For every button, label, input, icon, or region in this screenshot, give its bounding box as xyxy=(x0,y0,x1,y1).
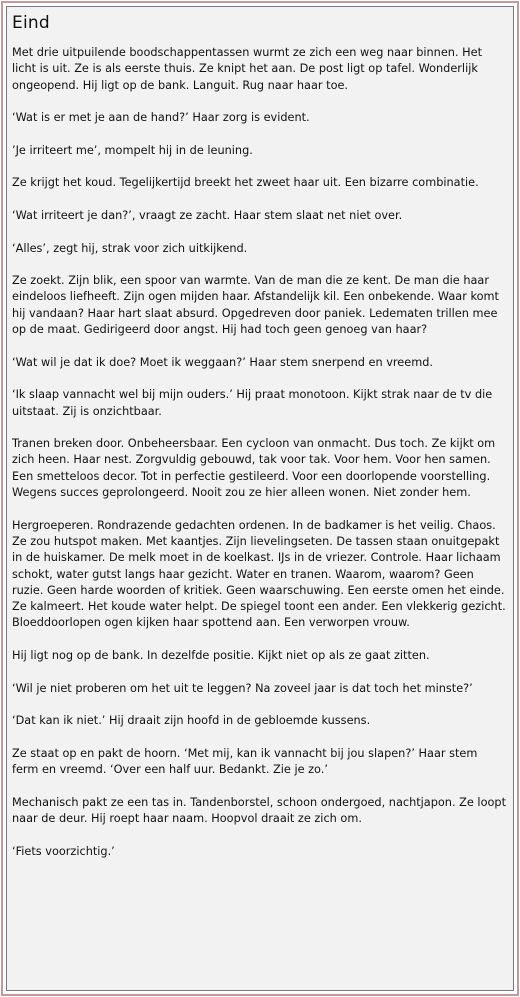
paragraph: Ze zoekt. Zijn blik, een spoor van warmte. Van de man die ze kent. De man die haar eindeloos liefheeft. Zijn ogen mijden haar. Afstandelijk kil. Een onbekende. Waar komt hij vandaan? Haar hart slaat absurd. Opgedreven door paniek. Ledematen trillen mee op de maat. Gedirigeerd door angst. Hij had toch geen genoeg van haar? xyxy=(12,274,499,337)
paragraph: Tranen breken door. Onbeheersbaar. Een cycloon van onmacht. Dus toch. Ze kijkt om zich heen. Haar nest. Zorgvuldig gebouwd, tak voor tak. Voor hem. Voor hen samen. Een smetteloos decor. Tot in perfectie gestileerd. Voor een doorlopende voorstelling. Wegens succes geprolongeerd. Nooit zou ze hier alleen wonen. Niet zonder hem. xyxy=(12,437,496,500)
paragraph: Hergroeperen. Rondrazende gedachten ordenen. In de badkamer is het veilig. Chaos. Ze zou hutspot maken. Met kaantjes. Zijn lievelingseten. De tassen staan onuitgepakt in de huiskamer. De melk moet in de koelkast. IJs in de vriezer. Controle. Haar lichaam schokt, water gutst langs haar gezicht. Water en tranen. Waarom, waarom? Geen ruzie. Geen harde woorden of kritiek. Geen waarschuwing. Een eerste omen het einde. Ze kalmeert. Het koude water helpt. De spiegel toont een ander. Een vlekkerig gezicht. Bloeddoorlopen ogen kijken haar spottend aan. Een verworpen vrouw. xyxy=(12,518,506,630)
story-content xyxy=(7,7,513,860)
paragraph: Met drie uitpuilende boodschappentassen wurmt ze zich een weg naar binnen. Het licht is uit. Ze is als eerste thuis. Ze knipt het aan. De post ligt op tafel. Wonderlijk ongeopend. Hij ligt op de bank. Languit. Rug naar haar toe. xyxy=(12,46,483,92)
paragraph: Mechanisch pakt ze een tas in. Tandenborstel, schoon ondergoed, nachtjapon. Ze loopt naar de deur. Hij roept haar naam. Hoopvol draait ze zich om. xyxy=(12,795,506,825)
paragraph: ‘Wat irriteert je dan?’, vraagt ze zacht. Haar stem slaat net niet over. xyxy=(12,208,403,222)
paragraph: ‘Wil je niet proberen om het uit te leggen? Na zoveel jaar is dat toch het minste?’ xyxy=(12,681,473,695)
paragraph: ‘Fiets voorzichtig.’ xyxy=(12,844,115,858)
paragraph: ‘Wat wil je dat ik doe? Moet ik weggaan?’ Haar stem snerpend en vreemd. xyxy=(12,355,433,369)
paragraph: Hij ligt nog op de bank. In dezelfde positie. Kijkt niet op als ze gaat zitten. xyxy=(12,648,430,662)
paragraph: ‘Wat is er met je aan de hand?’ Haar zorg is evident. xyxy=(12,111,310,125)
paragraph: ‘Dat kan ik niet.’ Hij draait zijn hoofd in de gebloemde kussens. xyxy=(12,714,371,728)
paragraph: Ze krijgt het koud. Tegelijkertijd breekt het zweet haar uit. Een bizarre combinatie. xyxy=(12,176,479,190)
document-frame xyxy=(1,1,519,996)
paragraph: ‘Ik slaap vannacht wel bij mijn ouders.’ Hij praat monotoon. Kijkt strak naar de tv die uitstaat. Zij is onzichtbaar. xyxy=(12,388,493,418)
paragraph: ‘Alles’, zegt hij, strak voor zich uitkijkend. xyxy=(12,241,248,255)
paragraph: ’Je irriteert me’, mompelt hij in de leuning. xyxy=(12,143,253,157)
story-title: Eind xyxy=(12,13,50,33)
paragraph: Ze staat op en pakt de hoorn. ‘Met mij, kan ik vannacht bij jou slapen?’ Haar stem ferm en vreemd. ‘Over een half uur. Bedankt. Zie je zo.’ xyxy=(12,746,478,777)
text-box xyxy=(6,6,514,991)
